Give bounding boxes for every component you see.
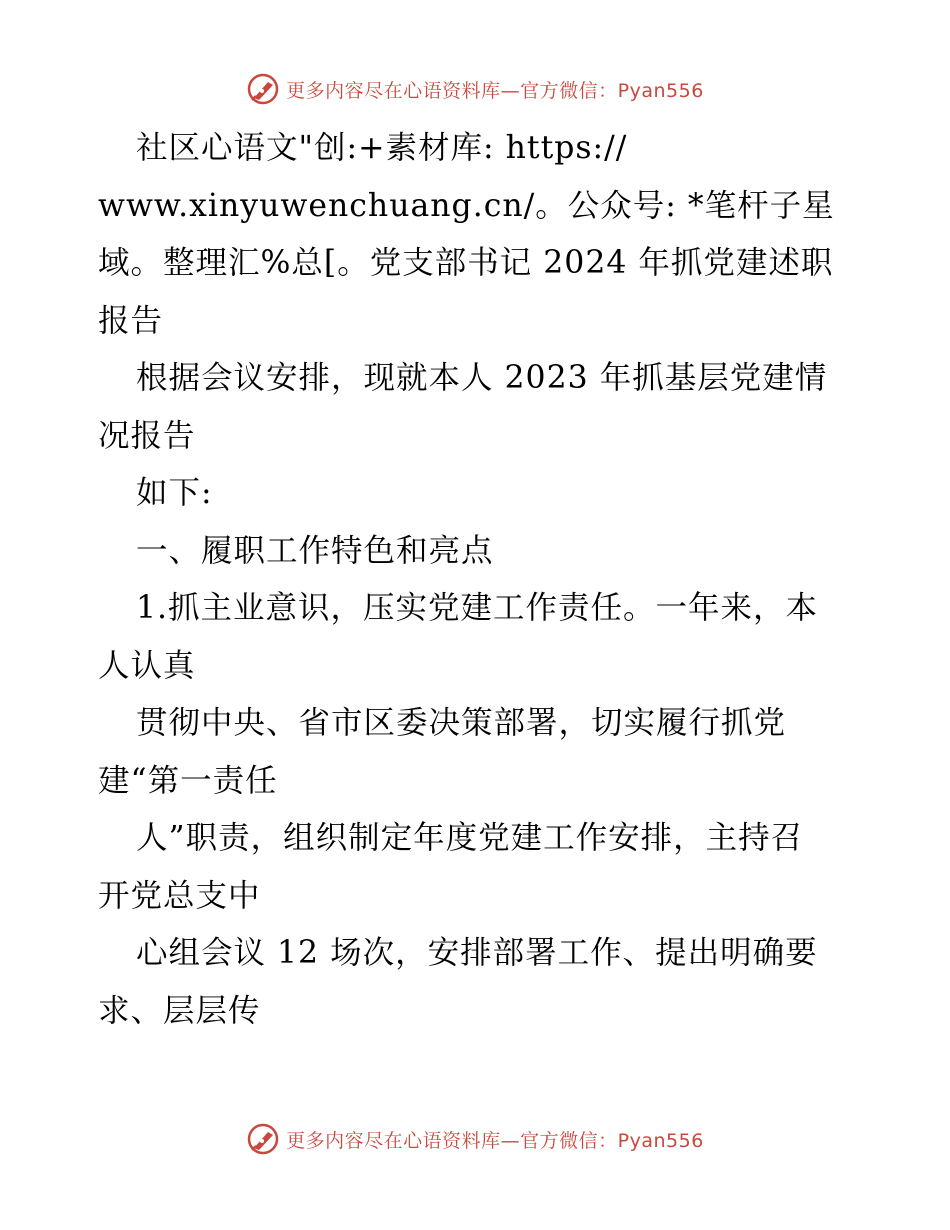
text-line: 人”职责，组织制定年度党建工作安排，主持召 <box>136 820 804 856</box>
text-line: 一、履职工作特色和亮点 <box>136 532 494 569</box>
text-line: www.xinyuwenchuang.cn/。公众号: *笔杆子星 <box>98 187 835 224</box>
text-line: 贯彻中央、省市区委决策部署，切实履行抓党 <box>136 705 787 741</box>
footer-watermark-banner <box>0 1122 950 1156</box>
footer-watermark-text: 更多内容尽在心语资料库—官方微信：Pyan556 <box>286 1129 704 1152</box>
document-body <box>98 120 858 1040</box>
pen-nib-logo-icon <box>246 1122 280 1156</box>
text-line: 根据会议安排，现就本人 2023 年抓基层党建情 <box>136 360 828 396</box>
text-line: 域。整理汇%总[。党支部书记 2024 年抓党建述职 <box>98 245 834 281</box>
text-line: 1.抓主业意识，压实党建工作责任。一年来，本 <box>136 590 819 626</box>
text-line: 如下: <box>136 475 213 511</box>
text-line: 心组会议 12 场次，安排部署工作、提出明确要 <box>136 935 818 971</box>
text-line: 求、层层传 <box>98 992 261 1029</box>
pen-nib-logo-icon <box>246 72 280 106</box>
text-line: 社区心语文"创:+素材库: https:// <box>136 130 628 166</box>
header-watermark-text: 更多内容尽在心语资料库—官方微信：Pyan556 <box>286 79 704 102</box>
text-line: 况报告 <box>98 417 196 454</box>
text-line: 报告 <box>98 302 164 339</box>
text-line: 人认真 <box>98 647 196 684</box>
text-line: 建“第一责任 <box>98 762 278 799</box>
text-line: 开党总支中 <box>98 877 261 914</box>
header-watermark-banner <box>0 72 950 106</box>
